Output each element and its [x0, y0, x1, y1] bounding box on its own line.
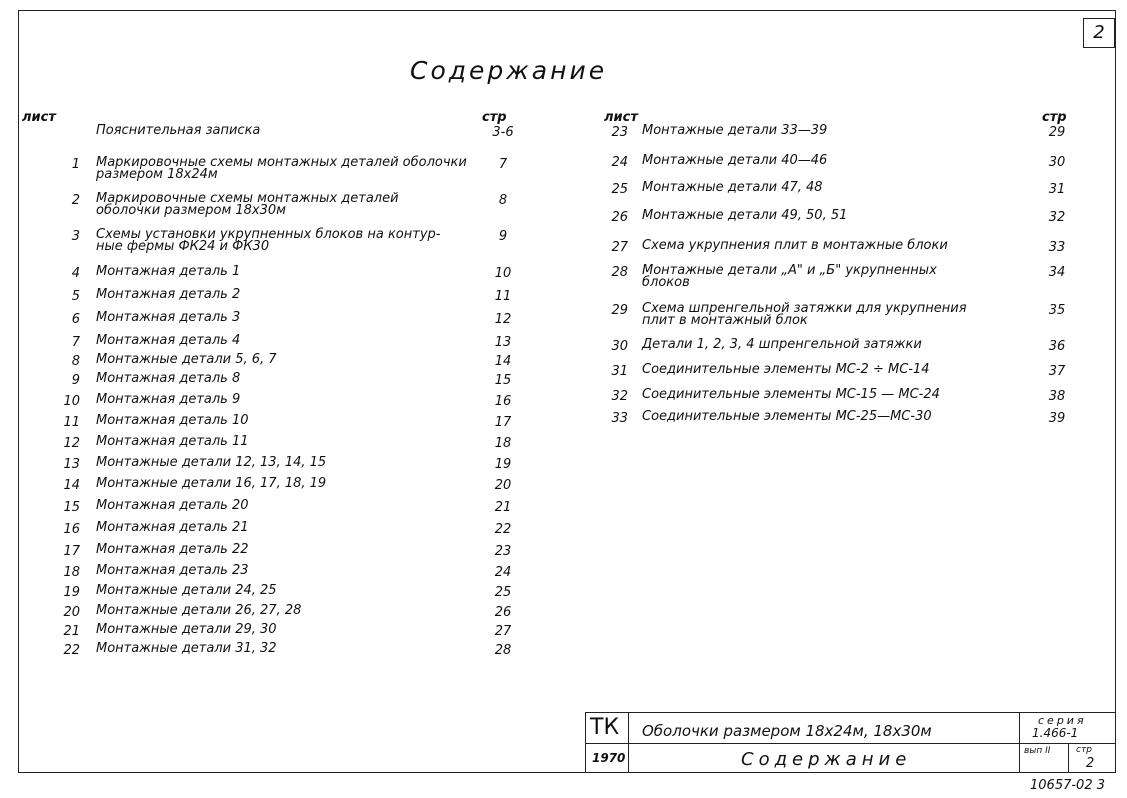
item-title: Соединительные элементы МС-15 — МС-24 — [642, 387, 940, 402]
sheet-number: 3 — [71, 229, 80, 244]
item-title: Монтажные детали 16, 17, 18, 19 — [96, 476, 327, 491]
item-title: Монтажные детали 49, 50, 51 — [642, 208, 848, 223]
item-title: Монтажные детали 5, 6, 7 — [96, 352, 277, 367]
page-ref: 24 — [494, 565, 512, 580]
page-ref: 27 — [494, 624, 512, 639]
item-title: Монтажные детали 24, 25 — [96, 583, 277, 598]
sheet-number: 25 — [611, 182, 628, 197]
item-title: Монтажная деталь 1 — [96, 264, 241, 279]
page-ref: 16 — [494, 394, 512, 409]
page-ref: 21 — [494, 500, 512, 515]
page-ref: 37 — [1048, 364, 1066, 379]
sheet-number: 5 — [71, 289, 80, 304]
page-ref: 9 — [498, 229, 508, 244]
item-title: Монтажная деталь 8 — [96, 371, 241, 386]
item-title: Монтажные детали 12, 13, 14, 15 — [96, 455, 327, 470]
page-ref: 25 — [494, 585, 512, 600]
right-sheet-header: лист — [604, 110, 638, 125]
sheet-number: 8 — [71, 354, 80, 369]
page-ref: 10 — [494, 266, 512, 281]
page-ref: 36 — [1048, 339, 1066, 354]
stamp-series-label: серия — [1038, 714, 1087, 727]
page-ref: 18 — [494, 436, 512, 451]
item-title: Монтажные детали 33—39 — [642, 123, 828, 138]
sheet-number: 14 — [63, 478, 80, 493]
sheet-number: 9 — [71, 373, 80, 388]
sheet-number: 10 — [63, 394, 80, 409]
item-title: Монтажные детали 40—46 — [642, 153, 828, 168]
page-ref: 35 — [1048, 303, 1066, 318]
item-title: Монтажные детали 29, 30 — [96, 622, 277, 637]
page-ref: 26 — [494, 605, 512, 620]
page-ref: 39 — [1048, 411, 1066, 426]
page-ref: 11 — [494, 289, 512, 304]
item-title: Монтажная деталь 4 — [96, 333, 241, 348]
item-title: Схемы установки укрупненных блоков на контур- ные фермы ФК24 и ФК30 — [96, 227, 441, 254]
page-number: 2 — [1093, 22, 1105, 43]
sheet-number: 19 — [63, 585, 80, 600]
page-ref: 30 — [1048, 155, 1066, 170]
left-page-header: стр — [482, 110, 507, 125]
item-title: Маркировочные схемы монтажных деталей оболочки размером 18х30м — [96, 191, 399, 218]
page-ref: 28 — [494, 643, 512, 658]
sheet-number: 33 — [611, 411, 628, 426]
item-title: Маркировочные схемы монтажных деталей оболочки размером 18х24м — [96, 155, 467, 182]
item-title: Схема шпренгельной затяжки для укрупнения плит в монтажный блок — [642, 301, 967, 328]
item-title: Монтажная деталь 11 — [96, 434, 249, 449]
stamp-page-value: 2 — [1086, 756, 1095, 771]
sheet-number: 11 — [63, 415, 80, 430]
sheet-number: 7 — [71, 335, 80, 350]
page-ref: 32 — [1048, 210, 1066, 225]
sheet-number: 2 — [71, 193, 80, 208]
item-title: Монтажные детали 26, 27, 28 — [96, 603, 302, 618]
page-ref: 12 — [494, 312, 512, 327]
item-title: Монтажная деталь 9 — [96, 392, 241, 407]
item-title: Монтажная деталь 2 — [96, 287, 241, 302]
sheet-number: 24 — [611, 155, 628, 170]
sheet-number: 4 — [71, 266, 80, 281]
right-page-header: стр — [1042, 110, 1067, 125]
page-ref: 34 — [1048, 265, 1066, 280]
sheet-number: 20 — [63, 605, 80, 620]
item-title: Монтажные детали 47, 48 — [642, 180, 823, 195]
item-title: Монтажная деталь 20 — [96, 498, 249, 513]
item-title: Монтажная деталь 21 — [96, 520, 249, 535]
page-ref: 20 — [494, 478, 512, 493]
sheet-number: 13 — [63, 457, 80, 472]
sheet-number: 18 — [63, 565, 80, 580]
item-title: Пояснительная записка — [96, 123, 261, 138]
sheet-number: 29 — [611, 303, 628, 318]
sheet-number: 16 — [63, 522, 80, 537]
page-ref: 3-6 — [492, 125, 514, 140]
sheet-number: 21 — [63, 624, 80, 639]
page-ref: 23 — [494, 544, 512, 559]
sheet-number: 26 — [611, 210, 628, 225]
title-block — [585, 712, 1116, 773]
item-title: Монтажная деталь 22 — [96, 542, 249, 557]
item-title: Монтажные детали „А" и „Б" укрупненных блоков — [642, 263, 937, 290]
stamp-subject: Оболочки размером 18х24м, 18х30м — [642, 722, 932, 740]
stamp-series-value: 1.466-1 — [1032, 726, 1079, 740]
page-number-box — [1083, 18, 1115, 48]
item-title: Монтажная деталь 10 — [96, 413, 249, 428]
sheet-number: 32 — [611, 389, 628, 404]
stamp-issue-label: вып II — [1024, 746, 1051, 756]
page-ref: 8 — [498, 193, 508, 208]
item-title: Детали 1, 2, 3, 4 шпренгельной затяжки — [642, 337, 922, 352]
sheet-number: 30 — [611, 339, 628, 354]
left-sheet-header: лист — [22, 110, 56, 125]
page-ref: 33 — [1048, 240, 1066, 255]
sheet-number: 12 — [63, 436, 80, 451]
page-ref: 7 — [498, 157, 508, 172]
sheet-number: 27 — [611, 240, 628, 255]
stamp-year: 1970 — [592, 751, 626, 765]
page-ref: 19 — [494, 457, 512, 472]
item-title: Схема укрупнения плит в монтажные блоки — [642, 238, 948, 253]
item-title: Монтажная деталь 23 — [96, 563, 249, 578]
sheet-number: 23 — [611, 125, 628, 140]
sheet-number: 22 — [63, 643, 80, 658]
page-ref: 22 — [494, 522, 512, 537]
sheet-number: 1 — [71, 157, 80, 172]
item-title: Монтажные детали 31, 32 — [96, 641, 277, 656]
page-ref: 31 — [1048, 182, 1066, 197]
item-title: Соединительные элементы МС-2 ÷ МС-14 — [642, 362, 930, 377]
sheet-number: 17 — [63, 544, 80, 559]
sheet-number: 6 — [71, 312, 80, 327]
sheet-number: 15 — [63, 500, 80, 515]
stamp-doc-title: Содержание — [741, 749, 912, 770]
stamp-org: ТК — [590, 715, 620, 740]
item-title: Соединительные элементы МС-25—МС-30 — [642, 409, 932, 424]
page-ref: 29 — [1048, 125, 1066, 140]
page-title: Содержание — [410, 56, 608, 85]
page-ref: 38 — [1048, 389, 1066, 404]
page-ref: 15 — [494, 373, 512, 388]
stamp-divider — [1068, 743, 1069, 773]
page-ref: 13 — [494, 335, 512, 350]
page-ref: 17 — [494, 415, 512, 430]
stamp-divider — [628, 713, 629, 773]
archive-number: 10657-02 3 — [1030, 778, 1105, 793]
stamp-page-label: стр — [1076, 745, 1092, 755]
sheet-number: 31 — [611, 364, 628, 379]
sheet-number: 28 — [611, 265, 628, 280]
page-ref: 14 — [494, 354, 512, 369]
item-title: Монтажная деталь 3 — [96, 310, 241, 325]
